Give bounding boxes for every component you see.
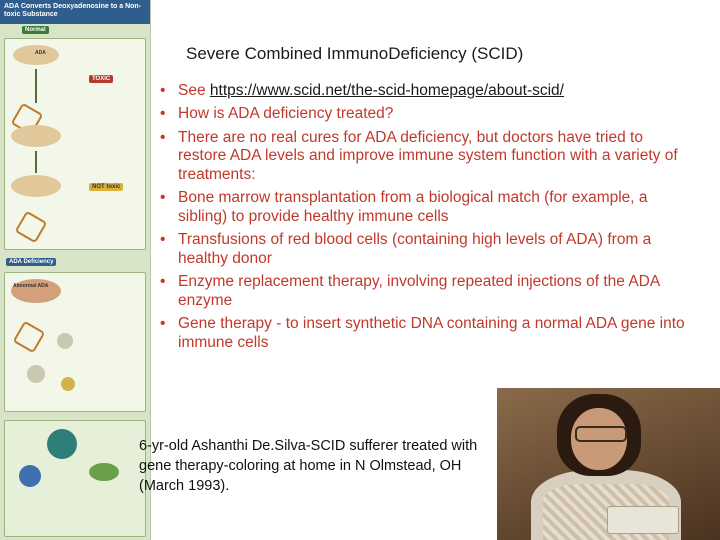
toxic-tag: TOXIC <box>89 75 113 83</box>
bullet-item <box>154 231 694 268</box>
slide-title: Severe Combined ImmunoDeficiency (SCID) <box>186 44 524 63</box>
arrow-icon <box>35 69 37 103</box>
bullet-text: Bone marrow transplantation from a biological match (for example, a sibling) to provide healthy immune cells <box>178 189 648 225</box>
bullet-prefix: See <box>178 82 210 99</box>
bullet-item <box>154 315 694 352</box>
bullet-item <box>154 189 694 226</box>
bullet-item <box>154 105 694 124</box>
deficiency-panel <box>4 272 146 412</box>
bullet-glyph: • <box>160 105 166 123</box>
infographic-header: ADA Converts Deoxyadenosine to a Non-toxic Substance <box>0 0 150 24</box>
bullet-glyph: • <box>160 189 166 207</box>
normal-tag: Normal <box>22 26 49 34</box>
t-cell-icon <box>47 429 77 459</box>
arrow-icon <box>35 151 37 173</box>
abnormal-ada-label: Abnormal ADA <box>13 283 49 289</box>
ada-enzyme-shape <box>11 125 61 147</box>
not-toxic-tag: NOT toxic <box>89 183 123 191</box>
b-cell-icon <box>89 463 119 481</box>
cell-icon <box>19 465 41 487</box>
immune-panel <box>4 420 146 537</box>
ada-infographic <box>0 0 151 540</box>
bullet-glyph: • <box>160 315 166 333</box>
molecule-icon <box>61 377 75 391</box>
bullet-text: Transfusions of red blood cells (containing high levels of ADA) from a healthy donor <box>178 231 652 267</box>
ada-deficiency-tag: ADA Deficiency <box>6 258 56 266</box>
bullet-text: Gene therapy - to insert synthetic DNA containing a normal ADA gene into immune cells <box>178 315 685 351</box>
normal-panel <box>4 38 146 250</box>
bullet-text: There are no real cures for ADA deficiency, but doctors have tried to restore ADA levels and improve immune system function with a variety of treatments: <box>178 128 678 183</box>
molecule-icon <box>13 321 46 354</box>
bullet-list <box>154 82 694 357</box>
bullet-glyph: • <box>160 231 166 249</box>
bullet-glyph: • <box>160 82 166 99</box>
bullet-text: How is ADA deficiency treated? <box>178 105 394 123</box>
photo-caption: 6-yr-old Ashanthi De.Silva-SCID sufferer treated with gene therapy-coloring at home in N Olmstead, OH (March 1993). <box>139 438 478 494</box>
bullet-glyph: • <box>160 273 166 291</box>
patient-photo <box>497 388 720 540</box>
skull-icon <box>27 365 45 383</box>
bullet-item <box>154 273 694 310</box>
ada-label: ADA <box>35 50 46 56</box>
bullet-item <box>154 82 694 101</box>
skull-icon <box>57 333 73 349</box>
photo-glasses <box>575 426 627 442</box>
bullet-item <box>154 129 694 185</box>
bullet-glyph: • <box>160 128 166 146</box>
photo-device <box>607 506 679 534</box>
ada-enzyme-shape <box>11 175 61 197</box>
molecule-icon <box>15 211 48 244</box>
scid-link[interactable]: https://www.scid.net/the-scid-homepage/about-scid/ <box>209 82 564 99</box>
bullet-text: Enzyme replacement therapy, involving repeated injections of the ADA enzyme <box>178 273 660 309</box>
